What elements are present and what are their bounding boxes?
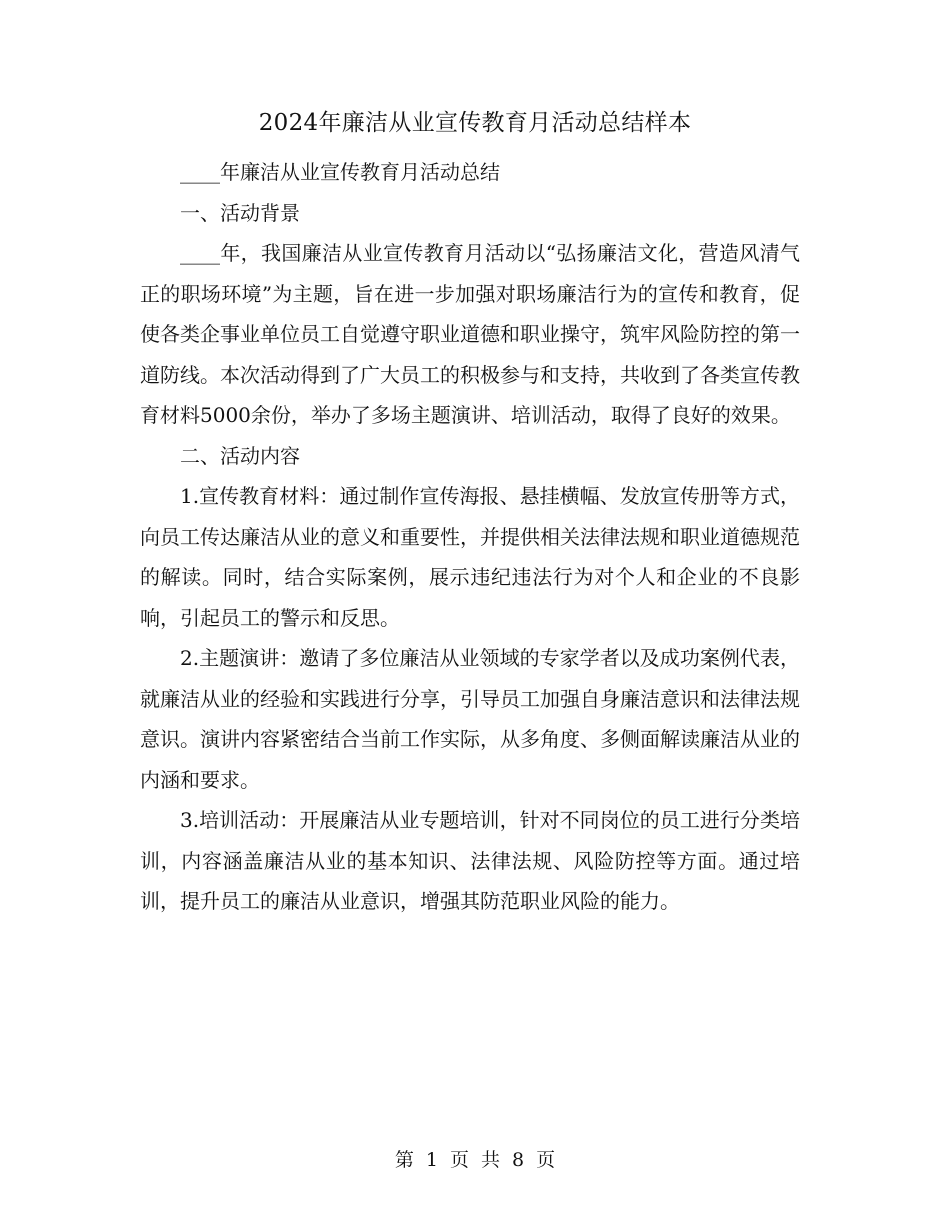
paragraph-speeches: 2.主题演讲：邀请了多位廉洁从业领域的专家学者以及成功案例代表，就廉洁从业的经验和实践进行分享，引导员工加强自身廉洁意识和法律法规意识。演讲内容紧密结合当前工作实际，从多角度、多侧面解读廉洁从业的内涵和要求。: [140, 646, 800, 792]
paragraph-training: 3.培训活动：开展廉洁从业专题培训，针对不同岗位的员工进行分类培训，内容涵盖廉洁从业的基本知识、法律法规、风险防控等方面。通过培训，提升员工的廉洁从业意识，增强其防范职业风险的能力。: [140, 808, 800, 913]
subtitle-line: ____年廉洁从业宣传教育月活动总结: [180, 160, 500, 184]
document-body: [140, 152, 800, 922]
document-title: 2024年廉洁从业宣传教育月活动总结样本: [258, 110, 692, 136]
paragraph-materials: 1.宣传教育材料：通过制作宣传海报、悬挂横幅、发放宣传册等方式，向员工传达廉洁从业的意义和重要性，并提供相关法律法规和职业道德规范的解读。同时，结合实际案例，展示违纪违法行为对个人和企业的不良影响，引起员工的警示和反思。: [140, 484, 800, 630]
section-heading-background: 一、活动背景: [180, 200, 300, 225]
paragraph-background: ____年，我国廉洁从业宣传教育月活动以“弘扬廉洁文化，营造风清气正的职场环境”为主题，旨在进一步加强对职场廉洁行为的宣传和教育，促使各类企事业单位员工自觉遵守职业道德和职业操守，筑牢风险防控的第一道防线。本次活动得到了广大员工的积极参与和支持，共收到了各类宣传教育材料5000余份，举办了多场主题演讲、培训活动，取得了良好的效果。: [140, 241, 800, 427]
section-heading-content: 二、活动内容: [180, 443, 300, 468]
page-footer: 第 1 页 共 8 页: [394, 1149, 556, 1171]
